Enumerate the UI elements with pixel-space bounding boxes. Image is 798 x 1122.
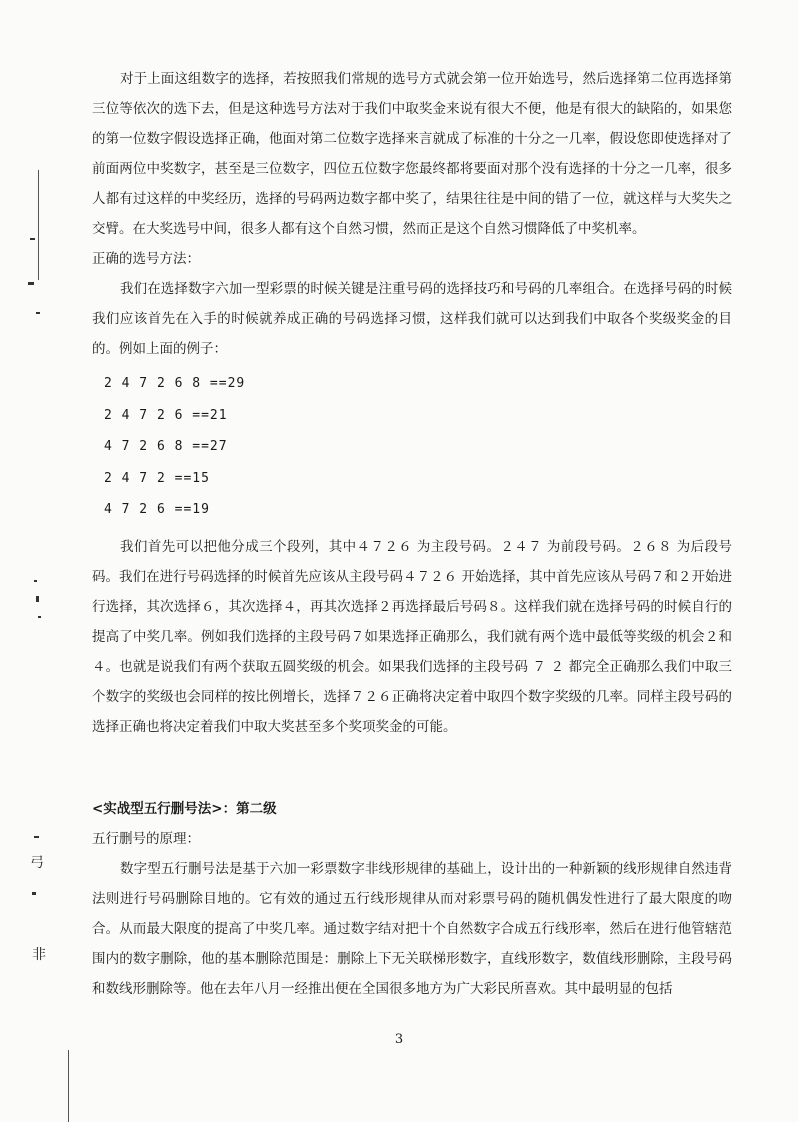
formula-item: 2 4 7 2 6 8 ==29 (104, 376, 246, 391)
heading-principle: 五行删号的原理： (92, 830, 200, 847)
scan-artifact-dot (32, 892, 36, 895)
scan-artifact-dot (34, 836, 39, 838)
document-body (92, 64, 732, 1004)
paragraph-principle: 数字型五行删号法是基于六加一彩票数字非线形规律的基础上，设计出的一种新颖的线形规律自然违背法则进行号码删除目地的。它有效的通过五行线形规律从而对彩票号码的随机偶发性进行了最大限度的吻合。从而最大限度的提高了中奖几率。通过数字结对把十个自然数字合成五行线形率，然后在进行他管辖范围内的数字删除，他的基本删除范围是：删除上下无关联梯形数字，直线形数字，数值线形删除，主段号码和数线形删除等。他在去年八月一经推出便在全国很多地方为广大彩民所喜欢。其中最明显的包括 (92, 860, 732, 997)
margin-glyph-left: 非 (32, 947, 46, 963)
scan-artifact-dot (34, 580, 37, 582)
formula-item: 2 4 7 2 6 ==21 (104, 407, 228, 423)
section-spacer (92, 742, 732, 794)
section-title: <实战型五行删号法>：第二级 (92, 800, 277, 817)
formula-item: 2 4 7 2 ==15 (104, 470, 210, 486)
paragraph-intro: 对于上面这组数字的选择，若按照我们常规的选号方式就会第一位开始选号，然后选择第二位再选择第三位等依次的选下去，但是这种选号方法对于我们中取奖金来说有很大不便，他是有很大的缺陷的，如果您的第一位数字假设选择正确，他面对第二位数字选择来言就成了标准的十分之一几率，假设您即使选择对了前面两位中奖数字，甚至是三位数字，四位五位数字您最终都将要面对那个没有选择的十分之一几率，很多人都有过这样的中奖经历，选择的号码两边数字都中奖了，结果往往是中间的错了一位，就这样与大奖失之交臂。在大奖选号中间，很多人都有这个自然习惯，然而正是这个自然习惯降低了中奖机率。 (92, 71, 732, 237)
paragraph-segments: 我们首先可以把他分成三个段列，其中４７２６ 为主段号码。２４７ 为前段号码。２６８ 为后段号码。我们在进行号码选择的时候首先应该从主段号码４７２６ 开始选择，其中首先应该从号码７和２开始进行选择，其次选择６，其次选择４，再其次选择２再选择最后号码８。这样我们就在选择号码的时候自行的提高了中奖几率。例如我们选择的主段号码７如果选择正确那么，我们就有两个选中最低等奖级的机会２和４。也就是说我们有两个获取五圆奖级的机会。如果我们选择的主段号码 ７ ２ 都完全正确那么我们中取三个数字的奖级也会同样的按比例增长，选择７２６正确将决定着中取四个数字奖级的几率。同样主段号码的选择正确也将决定着我们中取大奖甚至多个奖项奖金的可能。 (92, 538, 732, 735)
scan-artifact-dot (36, 596, 39, 602)
scan-artifact-dot (38, 616, 41, 618)
margin-glyph-left: 弓 (30, 855, 44, 871)
formula-item: 4 7 2 6 ==19 (104, 502, 210, 517)
scan-artifact-dot (30, 238, 35, 240)
heading-correct-method: 正确的选号方法： (92, 251, 200, 267)
formula-item: 4 7 2 6 8 ==27 (104, 439, 228, 454)
scan-artifact-line (68, 1050, 69, 1122)
scan-artifact-dot (28, 282, 34, 285)
scan-artifact-dot (36, 312, 40, 314)
page-number: 3 (394, 1032, 404, 1047)
scan-artifact-line (38, 170, 39, 280)
paragraph-method: 我们在选择数字六加一型彩票的时候关键是注重号码的选择技巧和号码的几率组合。在选择号码的时候我们应该首先在入手的时候就养成正确的号码选择习惯，这样我们就可以达到我们中取各个奖级奖金的目的。例如上面的例子： (92, 281, 732, 357)
formula-list (104, 368, 732, 526)
